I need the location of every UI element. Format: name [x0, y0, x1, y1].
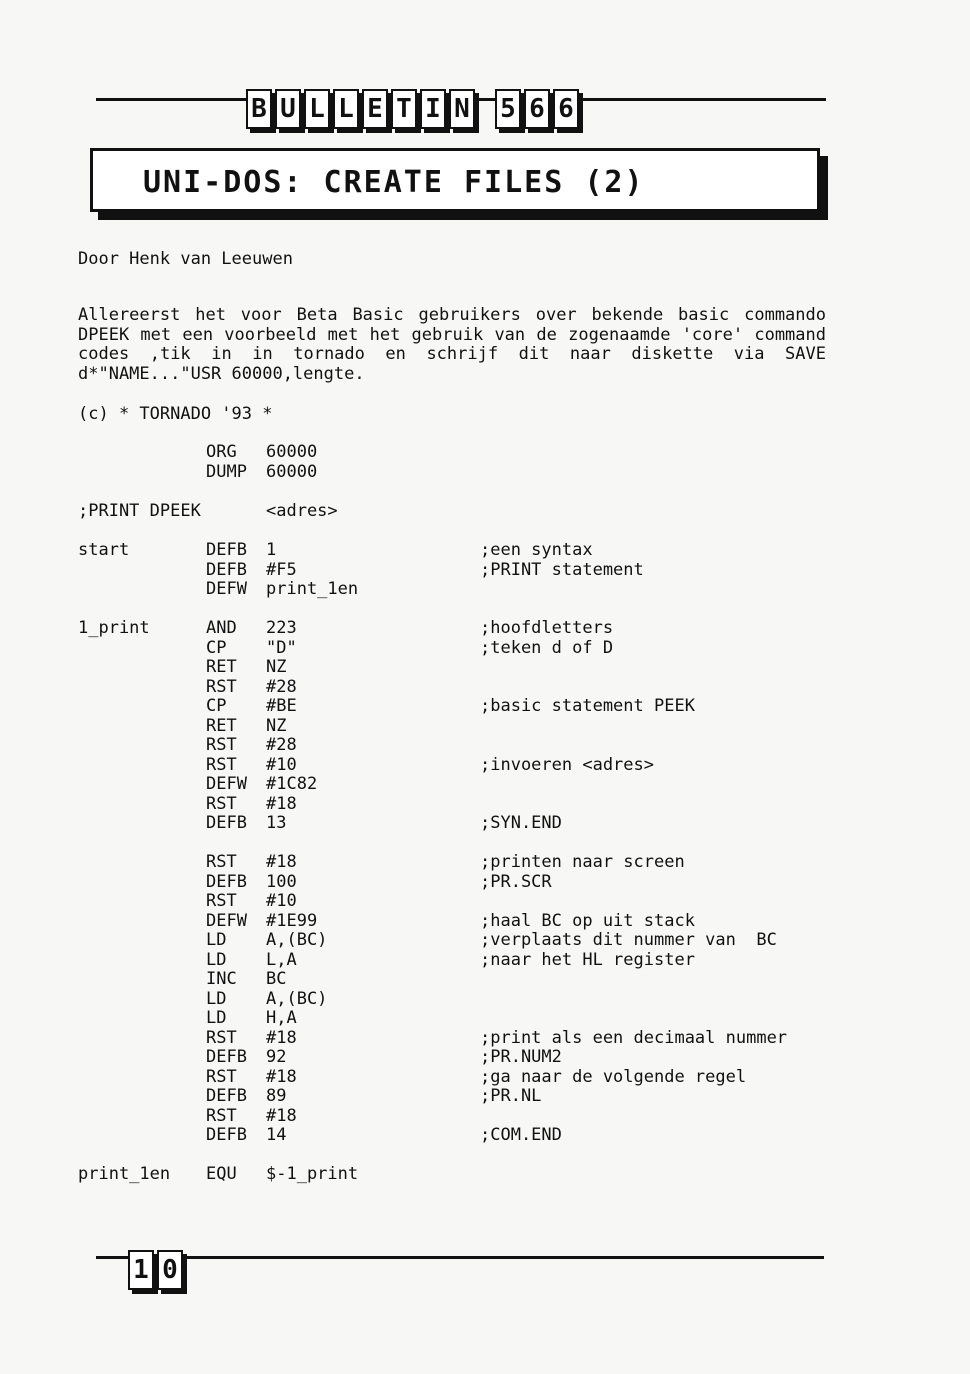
code-line — [78, 463, 826, 483]
code-comment: ;naar het HL register — [480, 949, 695, 970]
code-label: 1_print — [78, 618, 150, 638]
code-opcode: LD — [206, 930, 227, 950]
code-operand: #10 — [266, 891, 297, 911]
code-opcode: DEFB — [206, 1125, 247, 1145]
comment-label: ;PRINT DPEEK — [78, 501, 201, 521]
code-opcode: RST — [206, 1027, 237, 1048]
masthead-letter: B — [246, 89, 272, 129]
code-opcode: ORG — [206, 442, 237, 462]
code-operand: #18 — [266, 1027, 297, 1048]
code-comment: ;hoofdletters — [480, 618, 614, 638]
code-operand: "D" — [266, 637, 297, 658]
comment-argument: <adres> — [266, 501, 338, 521]
masthead-letter: L — [333, 89, 359, 129]
code-operand: 223 — [266, 618, 297, 638]
code-operand: #18 — [266, 852, 297, 872]
code-line — [78, 1107, 826, 1127]
code-opcode: DEFB — [206, 559, 247, 580]
code-opcode: CP — [206, 637, 227, 658]
code-comment: ;COM.END — [480, 1125, 562, 1145]
code-line — [78, 443, 826, 463]
code-operand: #28 — [266, 676, 297, 697]
code-operand: L,A — [266, 949, 297, 970]
code-line — [78, 1009, 826, 1029]
code-opcode: RST — [206, 676, 237, 697]
code-opcode: CP — [206, 696, 227, 716]
page-digit: 0 — [157, 1250, 183, 1290]
code-line — [78, 1048, 826, 1068]
code-opcode: AND — [206, 618, 237, 638]
code-line — [78, 639, 826, 659]
print-dpeek-line — [78, 502, 826, 522]
code-operand: #10 — [266, 754, 297, 775]
code-comment: ;PR.NUM2 — [480, 1047, 562, 1067]
code-line — [78, 1029, 826, 1049]
code-opcode: DEFW — [206, 579, 247, 599]
code-opcode: RST — [206, 793, 237, 814]
code-operand: BC — [266, 969, 287, 989]
masthead-letter: T — [391, 89, 417, 129]
code-opcode: RET — [206, 657, 237, 677]
code-line — [78, 795, 826, 815]
code-opcode: RST — [206, 852, 237, 872]
masthead-letter: L — [304, 89, 330, 129]
code-line — [78, 775, 826, 795]
code-line — [78, 1165, 826, 1185]
code-line — [78, 951, 826, 971]
code-operand: 89 — [266, 1086, 287, 1106]
code-opcode: RST — [206, 891, 237, 911]
code-line — [78, 931, 826, 951]
code-line — [78, 697, 826, 717]
code-operand: H,A — [266, 1008, 297, 1028]
code-line — [78, 678, 826, 698]
code-operand: #BE — [266, 696, 297, 716]
code-line — [78, 756, 826, 776]
code-operand: #F5 — [266, 559, 297, 580]
code-operand: #1E99 — [266, 910, 318, 931]
code-comment: ;invoeren <adres> — [480, 754, 654, 775]
intro-paragraph: Allereerst het voor Beta Basic gebruikers over bekende basic commando DPEEK met een voorbeeld met het gebruik van de zogenaamde 'core' command codes ,tik in in tornado en schrijf dit naar diskette via SAVE d*"NAME..."USR 60000,lengte. — [78, 305, 826, 384]
code-line — [78, 873, 826, 893]
code-operand: #1C82 — [266, 774, 318, 794]
code-operand: 14 — [266, 1125, 287, 1145]
code-operand: NZ — [266, 715, 287, 736]
article-title: UNI-DOS: CREATE FILES (2) — [143, 165, 645, 200]
code-opcode: DEFW — [206, 910, 247, 931]
code-opcode: RET — [206, 715, 237, 736]
code-line — [78, 853, 826, 873]
code-opcode: LD — [206, 1008, 227, 1028]
code-line — [78, 561, 826, 581]
masthead-letter: U — [275, 89, 301, 129]
code-operand: 100 — [266, 871, 297, 892]
code-comment: ;teken d of D — [480, 637, 614, 658]
code-operand: #18 — [266, 1105, 297, 1126]
issue-digit: 5 — [495, 89, 521, 129]
code-operand: #28 — [266, 735, 297, 755]
bulletin-masthead — [246, 86, 579, 132]
code-line — [78, 541, 826, 561]
code-label: print_1en — [78, 1164, 171, 1184]
code-operand: 92 — [266, 1047, 287, 1067]
code-opcode: DEFB — [206, 1086, 247, 1106]
article-title-box — [90, 148, 820, 212]
code-opcode: DEFB — [206, 813, 247, 833]
copyright-line: (c) * TORNADO '93 * — [78, 404, 273, 424]
code-operand: 60000 — [266, 442, 318, 462]
code-operand: 1 — [266, 540, 277, 560]
code-line — [78, 912, 826, 932]
issue-digit: 6 — [524, 89, 550, 129]
code-operand: A,(BC) — [266, 930, 328, 950]
code-comment: ;een syntax — [480, 540, 593, 560]
code-line — [78, 834, 826, 854]
masthead-letter: E — [362, 89, 388, 129]
code-opcode: INC — [206, 969, 237, 989]
masthead-letter: I — [420, 89, 446, 129]
code-operand: print_1en — [266, 579, 359, 599]
code-comment: ;PR.SCR — [480, 871, 552, 892]
code-comment: ;PR.NL — [480, 1086, 542, 1106]
footer-rule — [96, 1256, 824, 1259]
code-line — [78, 619, 826, 639]
code-operand: 13 — [266, 813, 287, 833]
code-line — [78, 1087, 826, 1107]
code-line — [78, 1068, 826, 1088]
code-opcode: LD — [206, 988, 227, 1009]
code-line — [78, 892, 826, 912]
code-opcode: DEFB — [206, 1047, 247, 1067]
code-line — [78, 970, 826, 990]
code-comment: ;basic statement PEEK — [480, 696, 695, 716]
code-line — [78, 736, 826, 756]
code-operand: #18 — [266, 1066, 297, 1087]
code-comment: ;SYN.END — [480, 813, 562, 833]
code-label: start — [78, 540, 130, 560]
code-operand: A,(BC) — [266, 988, 328, 1009]
page-digit: 1 — [128, 1250, 154, 1290]
code-comment: ;verplaats dit nummer van BC — [480, 930, 777, 950]
code-line — [78, 1146, 826, 1166]
code-operand: NZ — [266, 657, 287, 677]
code-opcode: DEFW — [206, 774, 247, 794]
code-line — [78, 1126, 826, 1146]
code-opcode: RST — [206, 1105, 237, 1126]
code-line — [78, 717, 826, 737]
code-comment: ;ga naar de volgende regel — [480, 1066, 747, 1087]
code-comment: ;print als een decimaal nummer — [480, 1027, 788, 1048]
code-line — [78, 990, 826, 1010]
code-opcode: DEFB — [206, 871, 247, 892]
code-opcode: RST — [206, 754, 237, 775]
issue-digit: 6 — [553, 89, 579, 129]
code-comment: ;PRINT statement — [480, 559, 644, 580]
code-opcode: DUMP — [206, 461, 247, 482]
code-operand: #18 — [266, 793, 297, 814]
code-line — [78, 814, 826, 834]
code-line — [78, 600, 826, 620]
page-number — [128, 1250, 183, 1290]
code-opcode: RST — [206, 735, 237, 755]
code-comment: ;haal BC op uit stack — [480, 910, 695, 931]
byline: Door Henk van Leeuwen — [78, 249, 293, 269]
masthead-letter: N — [449, 89, 475, 129]
code-line — [78, 658, 826, 678]
code-opcode: DEFB — [206, 540, 247, 560]
code-opcode: LD — [206, 949, 227, 970]
code-line — [78, 580, 826, 600]
code-opcode: RST — [206, 1066, 237, 1087]
code-operand: 60000 — [266, 461, 318, 482]
code-operand: $-1_print — [266, 1164, 359, 1184]
code-opcode: EQU — [206, 1164, 237, 1184]
code-comment: ;printen naar screen — [480, 852, 685, 872]
